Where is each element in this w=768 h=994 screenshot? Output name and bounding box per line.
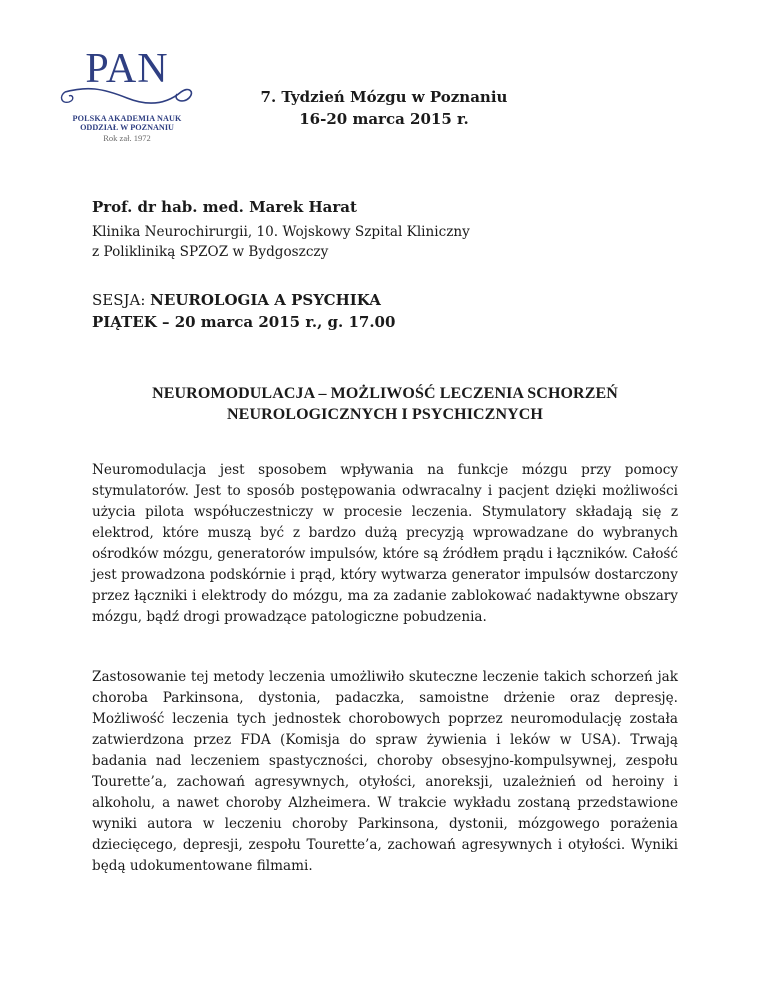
lecture-title-line-2: NEUROLOGICZNYCH I PSYCHICZNYCH xyxy=(227,406,543,423)
logo-line-1: POLSKA AKADEMIA NAUK xyxy=(72,114,182,123)
logo-flourish-left xyxy=(62,92,73,102)
pan-logo xyxy=(52,42,202,143)
session-line xyxy=(92,289,692,311)
event-dates: 16-20 marca 2015 r. xyxy=(299,110,469,128)
abstract-paragraph-1: Neuromodulacja jest sposobem wpływania na funkcje mózgu przy pomocy stymulatorów. Jest to sposób postępowania odwracalny i pacjent dzięki możliwości użycia pilota współuczestniczy w procesie leczenia. Stymulatory składają się z elektrod, które muszą być z bardzo dużą precyzją wprowadzane do wybranych ośrodków mózgu, generatorów impulsów, które są źródłem prądu i łączników. Całość jest prowadzona podskórnie i prąd, który wytwarza generator impulsów dostarczony przez łączniki i elektrody do mózgu, ma za zadanie zablokować nadaktywne obszary mózgu, bądź drogi prowadzące patologiczne pobudzenia. xyxy=(92,462,678,625)
speaker-affiliation-2: z Polikliniką SPZOZ w Bydgoszczy xyxy=(92,244,329,260)
lecture-title-line-1: NEUROMODULACJA – MOŻLIWOŚĆ LECZENIA SCHORZEŃ xyxy=(152,385,618,402)
logo-letters: PAN xyxy=(85,46,169,92)
speaker-affiliation-1: Klinika Neurochirurgii, 10. Wojskowy Szpital Kliniczny xyxy=(92,224,470,240)
abstract-paragraph-2: Zastosowanie tej metody leczenia umożliwiło skuteczne leczenie takich schorzeń jak choroba Parkinsona, dystonia, padaczka, samoistne drżenie oraz depresję. Możliwość leczenia tych jednostek chorobowych poprzez neuromodulację została zatwierdzona przez FDA (Komisja do spraw żywienia i leków w USA). Trwają badania nad leczeniem spastyczności, choroby obsesyjno-kompulsywnej, zespołu Tourette’a, zachowań agresywnych, otyłości, anoreksji, uzależnień od heroiny i alkoholu, a nawet choroby Alzheimera. W trakcie wykładu zostaną przedstawione wyniki autora w leczeniu choroby Parkinsona, dystonii, mózgowego porażenia dziecięcego, depresji, zespołu Tourette’a, zachowań agresywnych i otyłości. Wyniki będą udokumentowane filmami. xyxy=(92,669,678,874)
logo-line-3: Rok zał. 1972 xyxy=(103,133,151,143)
session-block xyxy=(92,289,692,333)
logo-line-2: ODDZIAŁ W POZNANIU xyxy=(80,123,174,132)
lecture-title xyxy=(92,383,678,425)
event-title: 7. Tydzień Mózgu w Poznaniu xyxy=(260,88,508,106)
session-name: NEUROLOGIA A PSYCHIKA xyxy=(150,291,381,309)
session-datetime: PIĄTEK – 20 marca 2015 r., g. 17.00 xyxy=(92,313,396,331)
event-header xyxy=(224,86,544,130)
session-label: SESJA: xyxy=(92,291,151,309)
speaker-block xyxy=(92,196,692,262)
pan-emblem xyxy=(57,42,197,112)
speaker-name: Prof. dr hab. med. Marek Harat xyxy=(92,198,357,216)
